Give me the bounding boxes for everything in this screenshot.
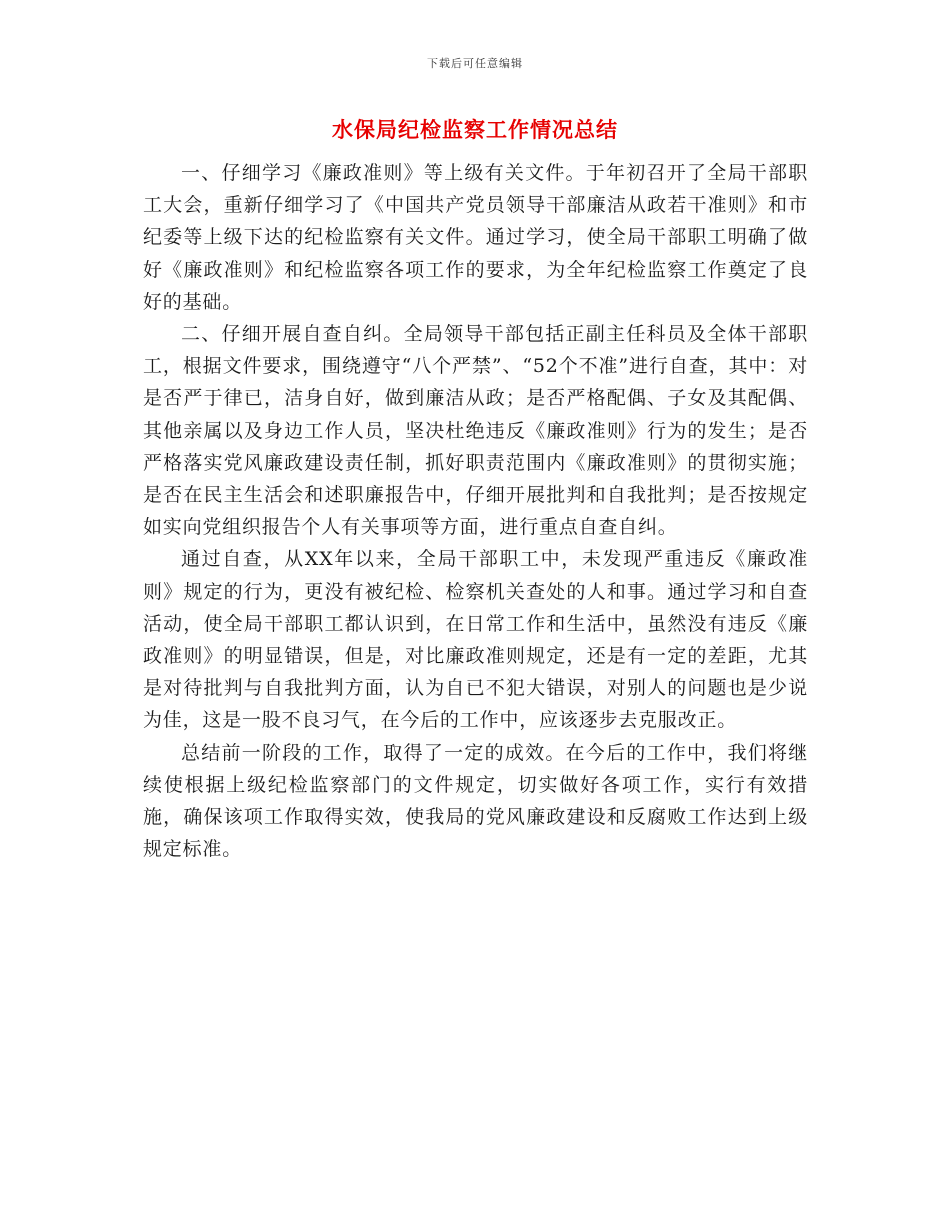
document-title: 水保局纪检监察工作情况总结	[332, 118, 618, 142]
paragraph-4: 总结前一阶段的工作，取得了一定的成效。在今后的工作中，我们将继续使根据上级纪检监察部门的文件规定，切实做好各项工作，实行有效措施，确保该项工作取得实效，使我局的党风廉政建设和反腐败工作达到上级规定标准。	[143, 741, 808, 861]
document-body	[143, 157, 808, 865]
paragraph-2: 二、仔细开展自查自纠。全局领导干部包括正副主任科员及全体干部职工，根据文件要求，围绕遵守“八个严禁”、“52个不准”进行自查，其中：对是否严于律已，洁身自好，做到廉洁从政；是否严格配偶、子女及其配偶、其他亲属以及身边工作人员，坚决杜绝违反《廉政准则》行为的发生；是否严格落实党风廉政建设责任制，抓好职责范围内《廉政准则》的贯彻实施；是否在民主生活会和述职廉报告中，仔细开展批判和自我批判；是否按规定如实向党组织报告个人有关事项等方面，进行重点自查自纠。	[143, 323, 808, 539]
paragraph-1: 一、仔细学习《廉政准则》等上级有关文件。于年初召开了全局干部职工大会，重新仔细学习了《中国共产党员领导干部廉洁从政若干准则》和市纪委等上级下达的纪检监察有关文件。通过学习，使全局干部职工明确了做好《廉政准则》和纪检监察各项工作的要求，为全年纪检监察工作奠定了良好的基础。	[143, 162, 808, 313]
header-note: 下载后可任意编辑	[427, 57, 523, 70]
paragraph-3: 通过自查，从XX年以来，全局干部职工中，未发现严重违反《廉政准则》规定的行为，更没有被纪检、检察机关查处的人和事。通过学习和自查活动，使全局干部职工都认识到，在日常工作和生活中，虽然没有违反《廉政准则》的明显错误，但是，对比廉政准则规定，还是有一定的差距，尤其是对待批判与自我批判方面，认为自已不犯大错误，对别人的问题也是少说为佳，这是一股不良习气，在今后的工作中，应该逐步去克服改正。	[143, 548, 808, 732]
